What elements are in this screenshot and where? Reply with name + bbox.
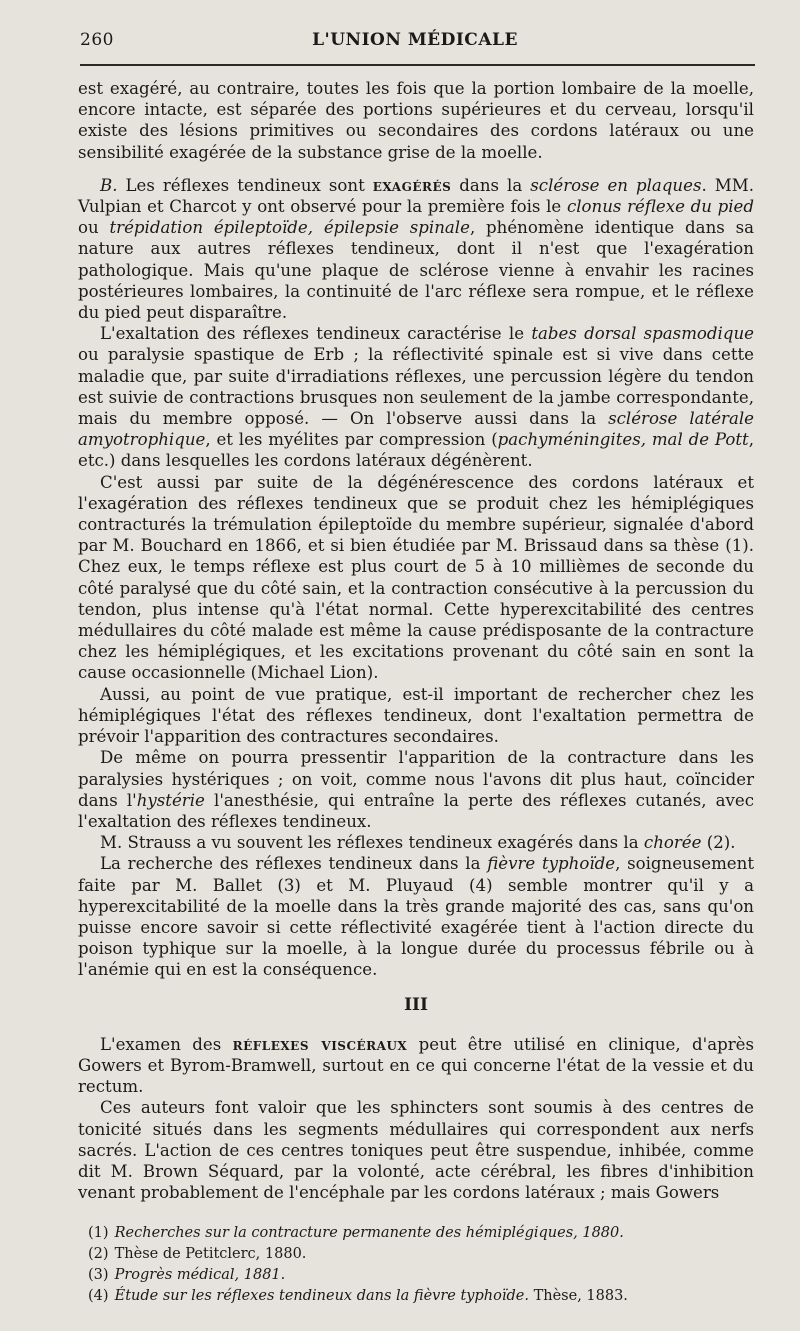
- text-span: peut être utilisé en clinique, d'après Gowers et Byrom-Bramwell, surtout en ce qui concerne l'état de la vessie et du rectum.: [78, 1034, 755, 1097]
- paragraph-gap: [78, 163, 754, 175]
- text-span: L'exaltation des réflexes tendineux caractérise le: [100, 324, 532, 344]
- paragraph-8: [78, 853, 754, 980]
- text-span: , phénomène identique dans sa nature aux autres réflexes tendineux, dont il n'est que l'exagération pathologique. Mais qu'une plaque de sclérose vienne à envahir les racines postérieures lombaires, la continuité de l'arc réflexe sera rompue, et le réflexe du pied peut disparaître.: [78, 218, 754, 323]
- text-span: l'anesthésie, qui entraîne la perte des réflexes cutanés, avec l'exaltation des réflexes tendineux.: [78, 790, 754, 831]
- paragraph-6: [78, 747, 754, 832]
- footnote-number: (3): [88, 1267, 109, 1283]
- italic-term: sclérose latérale amyotrophique: [78, 409, 754, 450]
- footnote-title: Progrès médical, 1881.: [114, 1267, 286, 1283]
- footnote-3: [88, 1265, 748, 1286]
- italic-term: clonus réflexe du pied: [566, 197, 754, 217]
- text-span: ou paralysie spastique de Erb ; la réflectivité spinale est si vive dans cette maladie que, par suite d'irradiations réflexes, une percussion légère du tendon est suivie de contractions brusques non seulement de la jambe correspondante, mais du membre opposé. — On l'observe aussi dans la: [78, 345, 754, 429]
- paragraph-3: [78, 323, 754, 471]
- paragraph-2: [78, 175, 754, 323]
- footnotes: [88, 1223, 748, 1307]
- footnote-title: Recherches sur la contracture permanente des hémiplégiques, 1880.: [114, 1225, 624, 1241]
- text-span: De même on pourra pressentir l'apparition de la contracture dans les paralysies hystériques ; on voit, comme nous l'avons dit plus haut, coïncider dans l': [78, 748, 754, 810]
- paragraph-5: Aussi, au point de vue pratique, est-il important de rechercher chez les hémiplégiques l'état des réflexes tendineux, dont l'exaltation permettra de prévoir l'apparition des contractures secondaires.: [78, 684, 754, 747]
- text-span: , etc.) dans lesquelles les cordons latéraux dégénèrent.: [78, 430, 754, 471]
- footnote-text: Thèse, 1883.: [528, 1288, 628, 1304]
- text-span: , et les myélites par compression (: [205, 430, 498, 450]
- section-heading: III: [404, 994, 428, 1015]
- footnote-number: (4): [88, 1288, 109, 1304]
- paragraph-4: C'est aussi par suite de la dégénérescence des cordons latéraux et l'exagération des réflexes tendineux que se produit chez les hémiplégiques contracturés la trémulation épileptoïde du membre supérieur, signalée d'abord par M. Bouchard en 1866, et si bien étudiée par M. Brissaud dans sa thèse (1). Chez eux, le temps réflexe est plus court de 5 à 10 millièmes de seconde du côté paralysé que du côté sain, et la contraction consécutive à la percussion du tendon, plus intense qu'à l'état normal. Cette hyperexcitabilité des centres médullaires du côté malade est même la cause prédisposante de la contracture chez les hémiplégiques, et les excitations provenant du côté sain en sont la cause occasionnelle (Michael Lion).: [78, 472, 754, 683]
- section-label: B.: [100, 175, 118, 195]
- text-span: . MM. Vulpian et Charcot y ont observé pour la première fois le: [78, 175, 755, 217]
- header-rule: [80, 64, 755, 66]
- text-span: L'examen des: [100, 1034, 233, 1054]
- footnote-text: Thèse de Petitclerc, 1880.: [114, 1246, 307, 1262]
- footnote-1: [88, 1223, 748, 1244]
- footnote-2: [88, 1244, 748, 1265]
- text-span: M. Strauss a vu souvent les réflexes tendineux exagérés dans la: [100, 833, 644, 853]
- paragraph-7: [78, 832, 754, 853]
- italic-term: tabes dorsal spasmodique: [531, 324, 754, 344]
- italic-term: sclérose en plaques: [530, 175, 702, 195]
- text-span: Les réflexes tendineux sont: [117, 175, 373, 195]
- italic-term: chorée: [643, 833, 702, 853]
- text-span: (2).: [701, 833, 736, 853]
- italic-term: hystérie: [136, 790, 205, 810]
- page-header: [80, 30, 750, 60]
- page-number: 260: [80, 30, 114, 50]
- footnote-4: [88, 1286, 748, 1307]
- footnote-number: (1): [88, 1225, 109, 1241]
- paragraph-1: est exagéré, au contraire, toutes les fois que la portion lombaire de la moelle, encore intacte, est séparée des portions supérieures et du cerveau, lorsqu'il existe des lésions primitives ou secondaires des cordons latéraux ou une sensibilité exagérée de la substance grise de la moelle.: [78, 79, 754, 162]
- text-span: La recherche des réflexes tendineux dans la: [100, 854, 488, 874]
- smallcaps-term: réflexes viscéraux: [232, 1033, 408, 1054]
- paragraph-9: [78, 1034, 754, 1098]
- paragraph-10: Ces auteurs font valoir que les sphincters sont soumis à des centres de tonicité situés dans les segments médullaires qui correspondent aux nerfs sacrés. L'action de ces centres toniques peut être suspendue, inhibée, comme dit M. Brown Séquard, par la volonté, acte cérébral, les fibres d'inhibition venant probablement de l'encéphale par les cordons latéraux ; mais Gowers: [78, 1098, 754, 1203]
- running-title: L'UNION MÉDICALE: [312, 30, 518, 50]
- italic-term: pachyméningites, mal de Pott: [497, 430, 749, 450]
- smallcaps-term: exagérés: [372, 174, 452, 195]
- footnote-number: (2): [88, 1246, 109, 1262]
- text-span: ou: [78, 218, 110, 238]
- text-span: , soigneusement faite par M. Ballet (3) et M. Pluyaud (4) semble montrer qu'il y a hyperexcitabilité de la moelle dans la très grande majorité des cas, sans qu'on puisse encore savoir si cette réflectivité exagérée tient à l'action directe du poison typhique sur la moelle, à la longue durée du processus fébrile ou à l'anémie qui en est la conséquence.: [78, 854, 754, 980]
- body-text: [78, 78, 754, 1203]
- footnote-title: Étude sur les réflexes tendineux dans la fièvre typhoïde.: [114, 1288, 529, 1304]
- italic-term: fièvre typhoïde: [487, 854, 616, 874]
- text-span: dans la: [451, 175, 531, 195]
- italic-term: trépidation épileptoïde, épilepsie spinale: [109, 218, 470, 238]
